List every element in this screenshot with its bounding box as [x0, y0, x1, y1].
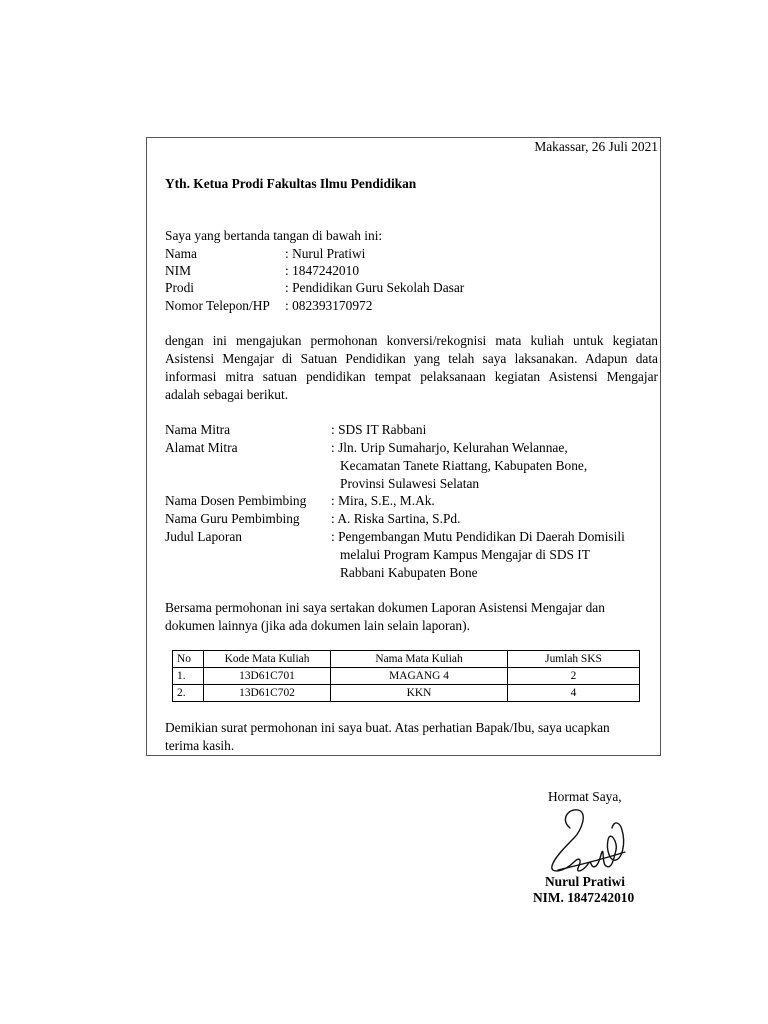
partner-value: : Mira, S.E., M.Ak. — [331, 493, 435, 508]
paragraph-line: adalah sebagai berikut. — [165, 387, 289, 402]
paragraph-line: informasi mitra satuan pendidikan tempat pelaksanaan kegiatan Asistensi Mengajar — [165, 369, 658, 384]
table-cell: KKN — [331, 685, 508, 702]
partner-value: Rabbani Kabupaten Bone — [340, 565, 478, 580]
identity-value: : 082393170972 — [285, 298, 373, 313]
partner-value: Provinsi Sulawesi Selatan — [340, 476, 480, 491]
column-header: Jumlah SKS — [508, 651, 640, 668]
column-header: Kode Mata Kuliah — [204, 651, 331, 668]
identity-value: : Pendidikan Guru Sekolah Dasar — [285, 280, 465, 295]
table-row — [173, 685, 640, 702]
greeting: Hormat Saya, — [548, 789, 622, 804]
paragraph-line: dokumen lainnya (jika ada dokumen lain selain laporan). — [165, 618, 470, 633]
addressee: Yth. Ketua Prodi Fakultas Ilmu Pendidikan — [165, 176, 417, 191]
signer-name: Nurul Pratiwi — [545, 874, 625, 889]
identity-label: Nomor Telepon/HP — [165, 298, 270, 313]
partner-label: Judul Laporan — [165, 529, 242, 544]
table-cell: 2. — [173, 685, 204, 702]
paragraph-line: dengan ini mengajukan permohonan konversi/rekognisi mata kuliah untuk kegiatan — [165, 333, 658, 348]
identity-value: : Nurul Pratiwi — [285, 246, 366, 261]
identity-label: Prodi — [165, 280, 195, 295]
paragraph-line: terima kasih. — [165, 738, 235, 753]
column-header: No — [173, 651, 204, 668]
partner-value: : SDS IT Rabbani — [331, 422, 427, 437]
paragraph-line: Demikian surat permohonan ini saya buat. Atas perhatian Bapak/Ibu, saya ucapkan — [165, 720, 610, 735]
table-cell: 1. — [173, 668, 204, 685]
table-row — [173, 668, 640, 685]
partner-value: Kecamatan Tanete Riattang, Kabupaten Bone, — [340, 458, 588, 473]
table-cell: MAGANG 4 — [331, 668, 508, 685]
table-cell: 4 — [508, 685, 640, 702]
identity-label: NIM — [165, 263, 192, 278]
intro-text: Saya yang bertanda tangan di bawah ini: — [165, 228, 383, 243]
place-date: Makassar, 26 Juli 2021 — [534, 139, 658, 154]
partner-value: : Pengembangan Mutu Pendidikan Di Daerah Domisili — [331, 529, 625, 544]
identity-value: : 1847242010 — [285, 263, 360, 278]
partner-label: Alamat Mitra — [165, 440, 238, 455]
partner-label: Nama Guru Pembimbing — [165, 511, 300, 526]
partner-value: : A. Riska Sartina, S.Pd. — [331, 511, 461, 526]
signer-nim: NIM. 1847242010 — [533, 890, 635, 905]
partner-value: : Jln. Urip Sumaharjo, Kelurahan Welannae, — [331, 440, 568, 455]
partner-label: Nama Mitra — [165, 422, 231, 437]
table-cell: 13D61C701 — [204, 668, 331, 685]
table-header-row — [173, 651, 640, 668]
table-cell: 13D61C702 — [204, 685, 331, 702]
partner-value: melalui Program Kampus Mengajar di SDS IT — [340, 547, 590, 562]
paragraph-line: Asistensi Mengajar di Satuan Pendidikan yang telah saya laksanakan. Adapun data — [165, 351, 658, 366]
identity-label: Nama — [165, 246, 197, 261]
paragraph-line: Bersama permohonan ini saya sertakan dokumen Laporan Asistensi Mengajar dan — [165, 600, 605, 615]
column-header: Nama Mata Kuliah — [331, 651, 508, 668]
table-cell: 2 — [508, 668, 640, 685]
partner-label: Nama Dosen Pembimbing — [165, 493, 307, 508]
course-table — [172, 650, 640, 702]
